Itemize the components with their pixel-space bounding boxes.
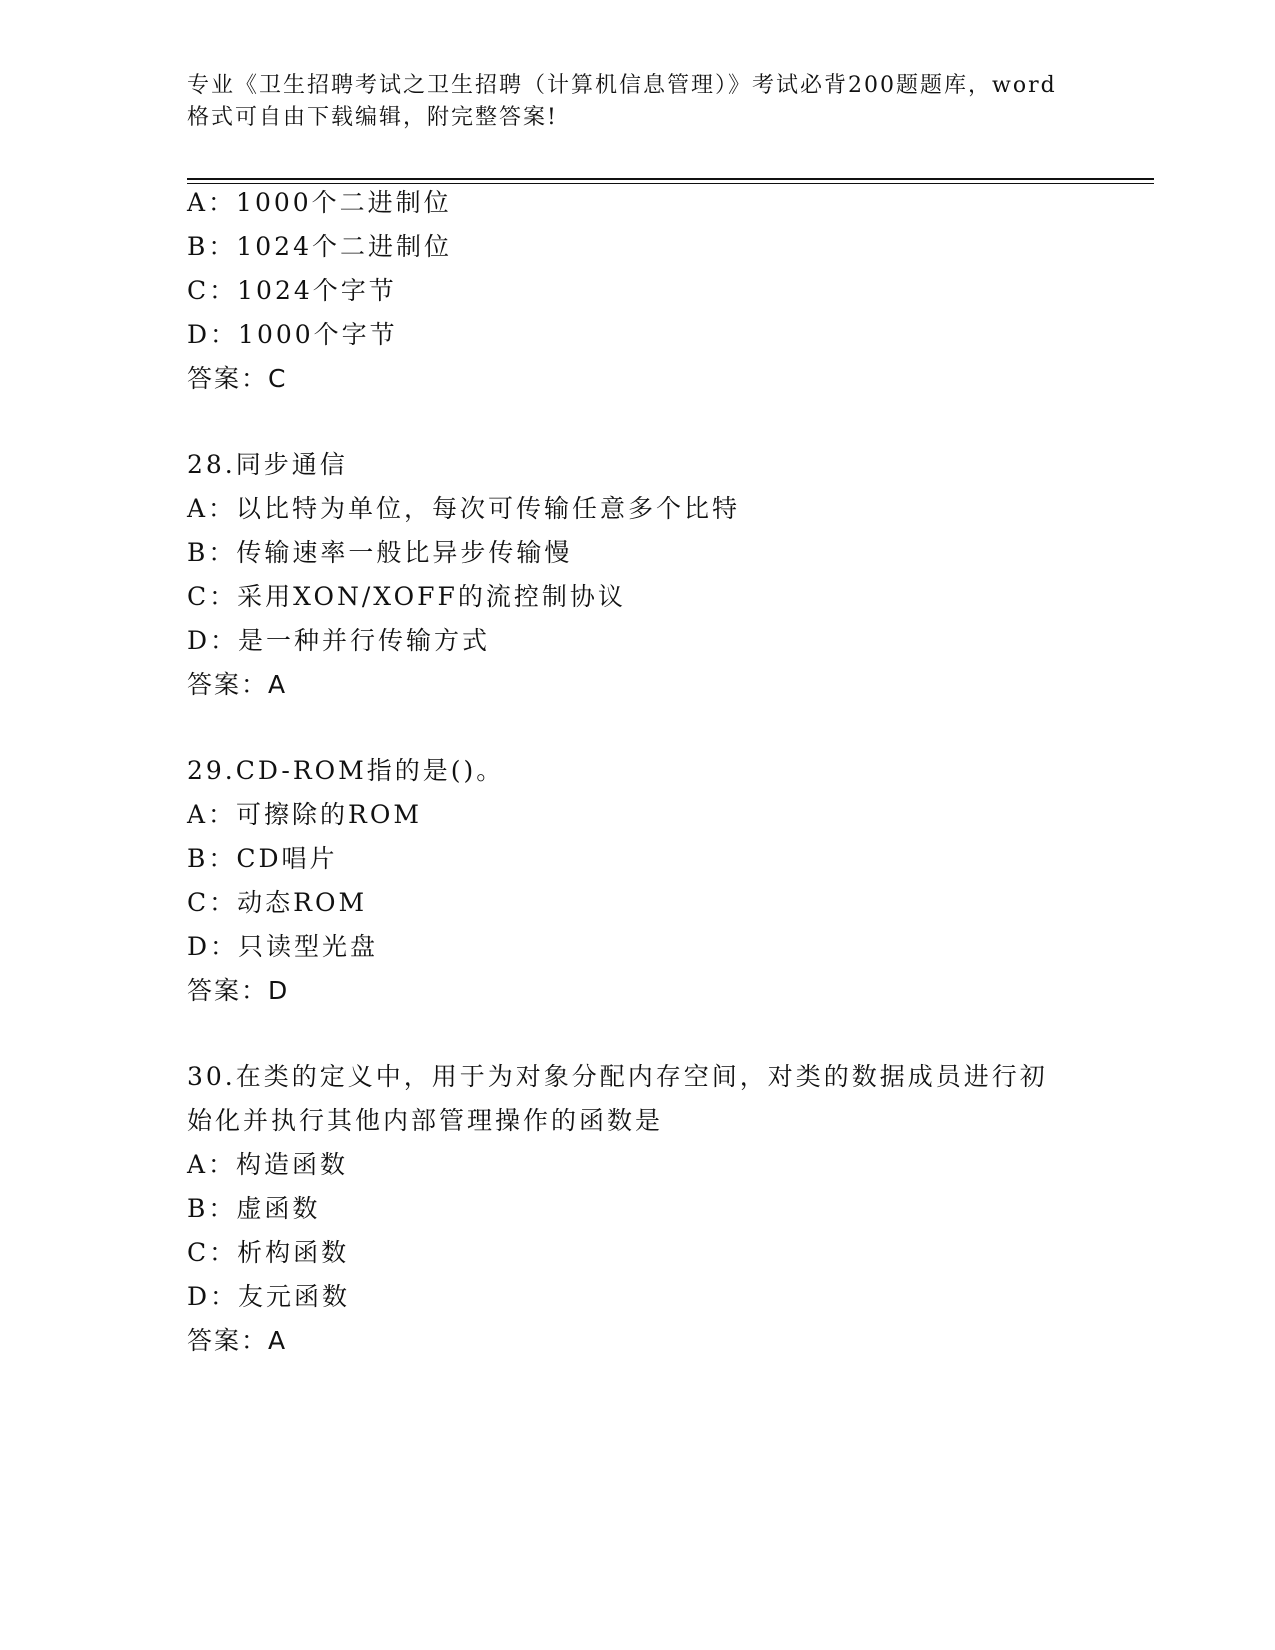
q29-stem: 29.CD-ROM指的是()。 xyxy=(187,756,505,785)
q30-option-b: B：虚函数 xyxy=(187,1194,321,1223)
q27-option-d: D：1000个字节 xyxy=(187,320,398,349)
q29-option-c: C：动态ROM xyxy=(187,888,368,917)
q30-stem-line-1: 30.在类的定义中，用于为对象分配内存空间，对类的数据成员进行初 xyxy=(187,1062,1048,1091)
q29-option-d: D：只读型光盘 xyxy=(187,932,379,961)
q29-answer: 答案：D xyxy=(187,976,290,1005)
q28-option-a: A：以比特为单位，每次可传输任意多个比特 xyxy=(187,494,741,523)
q27-option-c: C：1024个字节 xyxy=(187,276,397,305)
q27-option-a: A：1000个二进制位 xyxy=(187,188,452,217)
q30-option-c: C：析构函数 xyxy=(187,1238,350,1267)
q30-answer: 答案：A xyxy=(187,1326,288,1355)
q28-option-c: C：采用XON/XOFF的流控制协议 xyxy=(187,582,626,611)
header-divider xyxy=(187,178,1154,184)
q30-option-a: A：构造函数 xyxy=(187,1150,349,1179)
q28-option-b: B：传输速率一般比异步传输慢 xyxy=(187,538,573,567)
header-line-1: 专业《卫生招聘考试之卫生招聘（计算机信息管理）》考试必背200题题库，word xyxy=(187,73,1057,98)
q28-option-d: D：是一种并行传输方式 xyxy=(187,626,491,655)
q30-stem-line-2: 始化并执行其他内部管理操作的函数是 xyxy=(187,1106,664,1135)
q29-option-a: A：可擦除的ROM xyxy=(187,800,422,829)
document-header xyxy=(187,70,1087,134)
q29-option-b: B：CD唱片 xyxy=(187,844,338,873)
q28-answer: 答案：A xyxy=(187,670,288,699)
header-line-2: 格式可自由下载编辑，附完整答案! xyxy=(187,105,558,130)
q30-option-d: D：友元函数 xyxy=(187,1282,351,1311)
q28-stem: 28.同步通信 xyxy=(187,450,348,479)
q27-answer: 答案：C xyxy=(187,364,288,393)
q27-option-b: B：1024个二进制位 xyxy=(187,232,452,261)
